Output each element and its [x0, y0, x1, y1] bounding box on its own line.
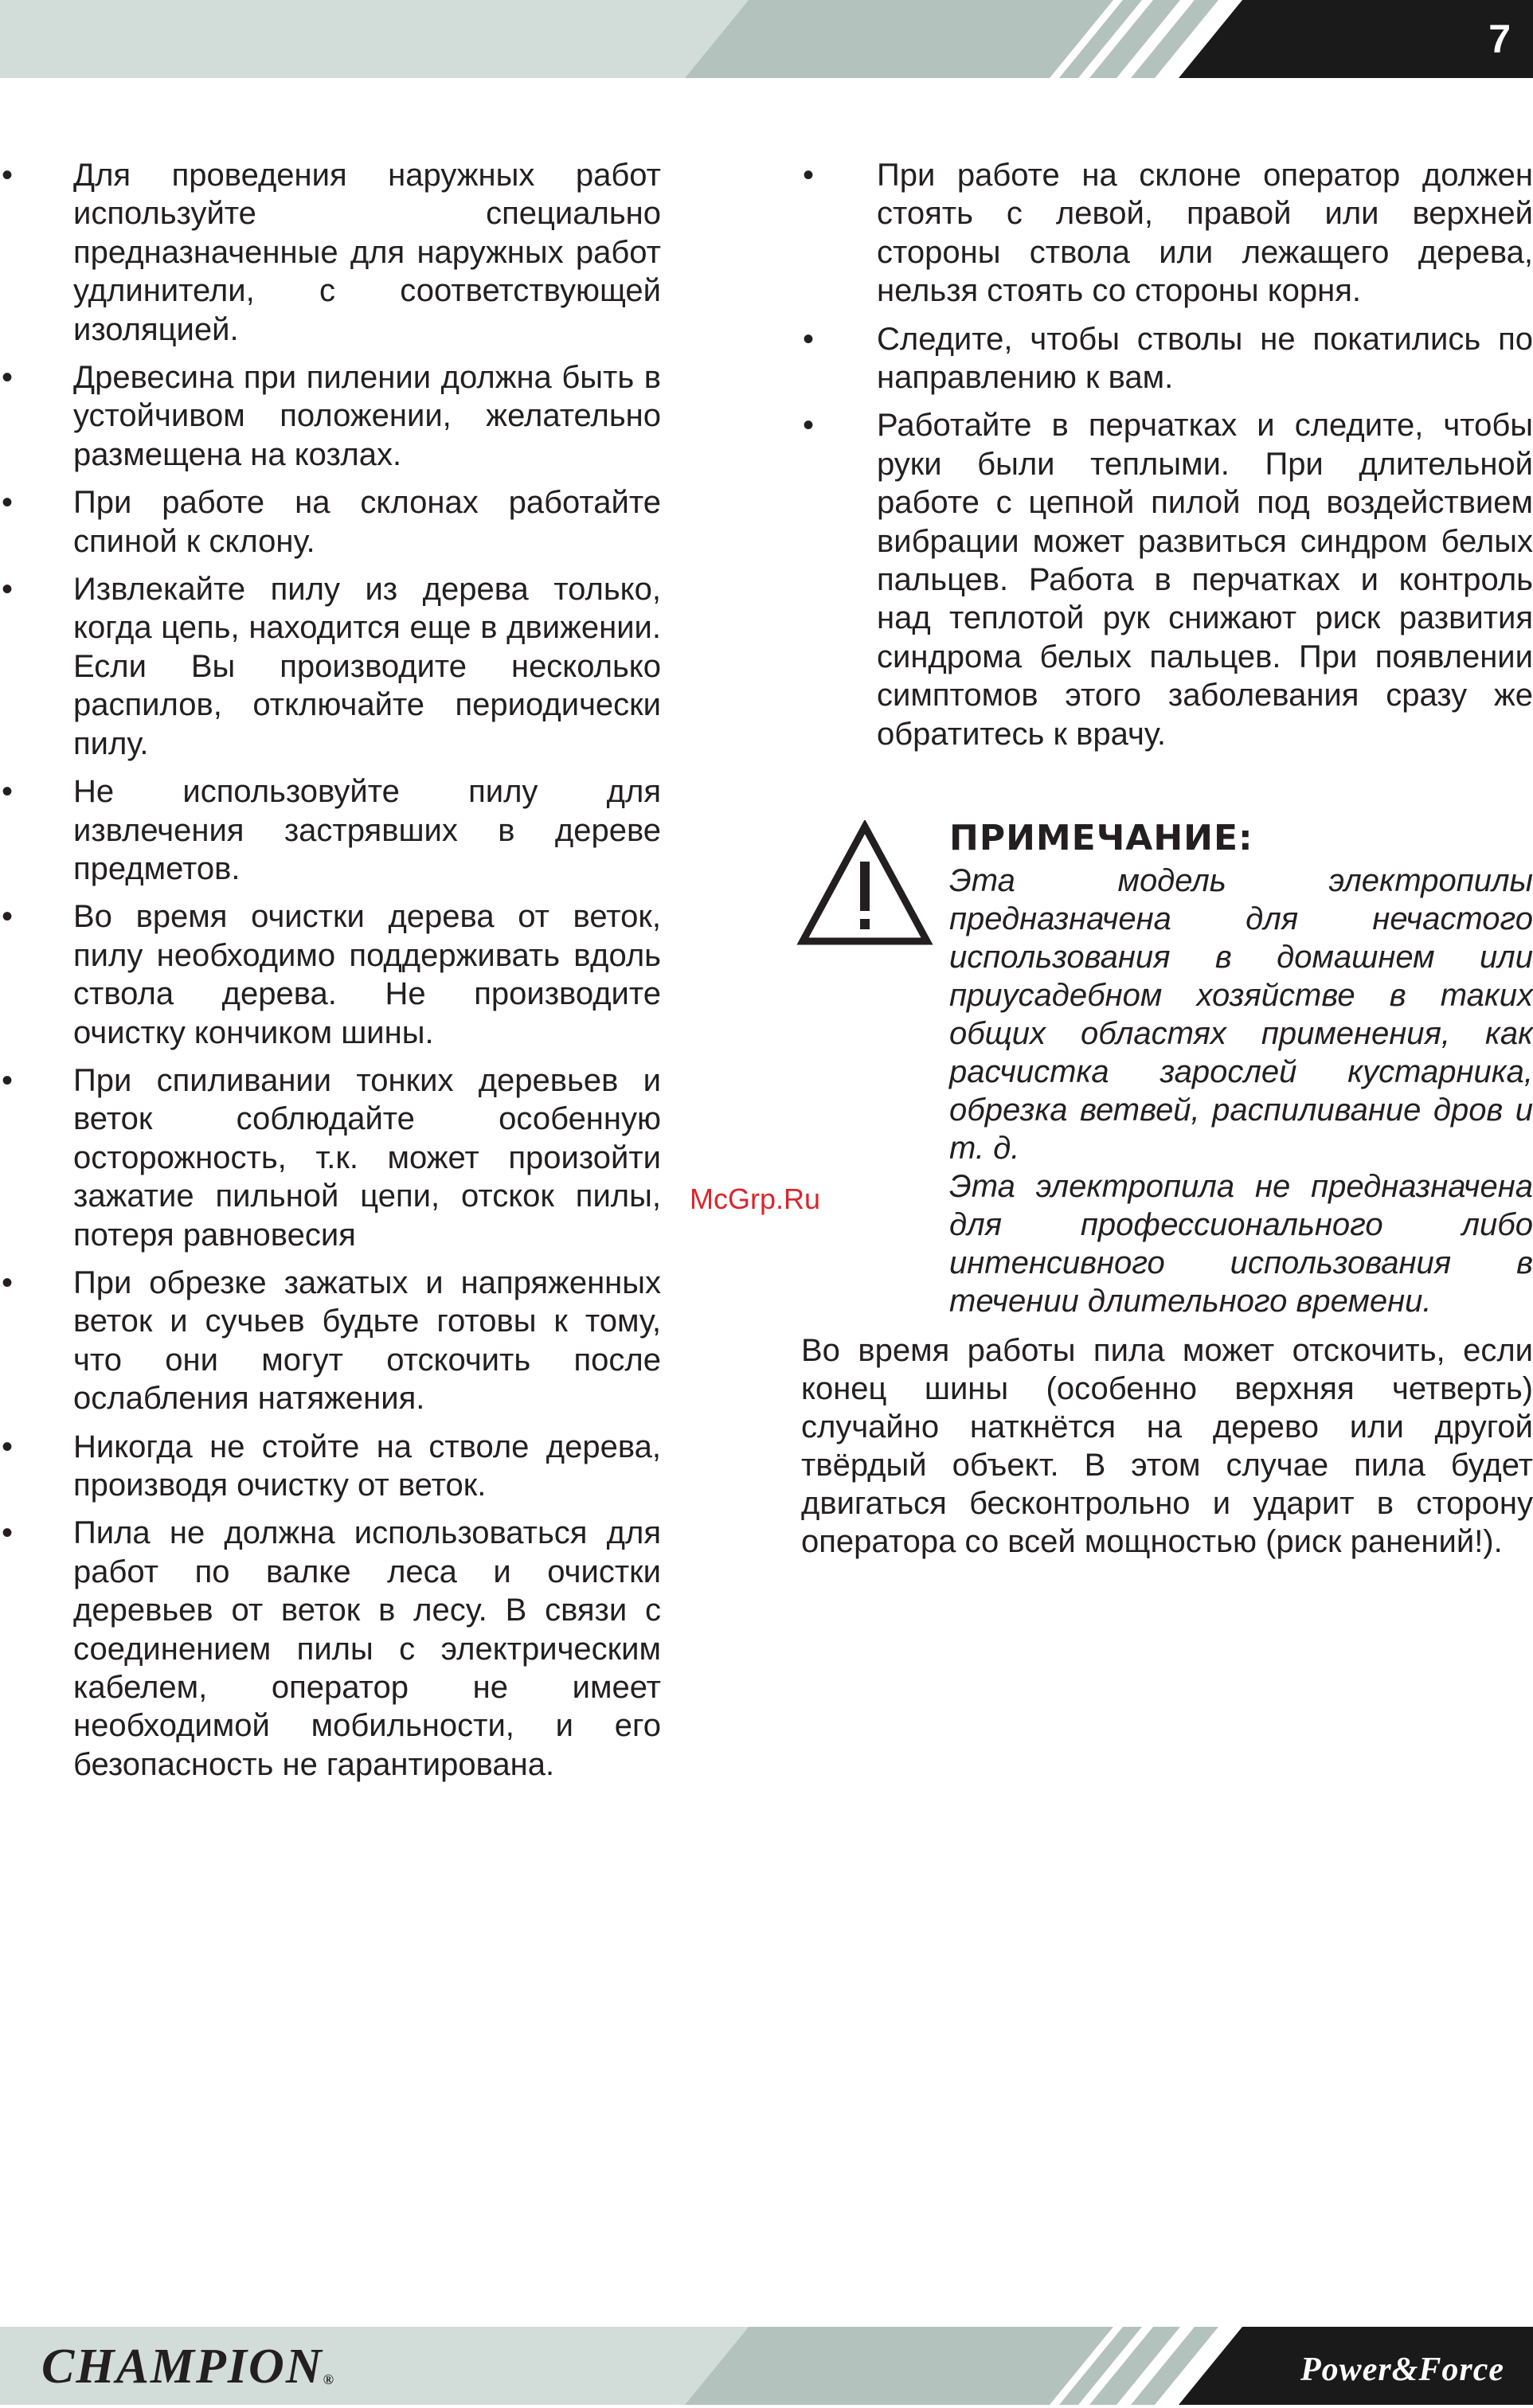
slogan: Power&Force [1300, 2351, 1504, 2388]
list-item: • При работе на склоне оператор должен стоять с левой, правой или верхней стороны ствола или лежащего дерева, нельзя стоять со стороны корня. [803, 158, 1533, 309]
bullet-icon: • [2, 1515, 14, 1551]
list-item: • Извлекайте пилу из дерева только, когда цепь, находится еще в движении. Если Вы производите несколько распилов, отключайте периодически пилу. [2, 572, 661, 761]
left-column [0, 156, 661, 1793]
right-column [801, 156, 1533, 763]
bullet-icon: • [2, 899, 14, 935]
registered-mark: ® [323, 2371, 336, 2387]
list-item: • Пила не должна использоваться для работ по валке леса и очистки деревьев от веток в лесу. В связи с соединением пилы с электрическим кабелем, оператор не имеет необходимой мобильности, и его безопасность не гарантирована. [2, 1515, 661, 1782]
list-item: • При обрезке зажатых и напряженных веток и сучьев будьте готовы к тому, что они могут отскочить после ослабления натяжения. [2, 1265, 661, 1417]
header-band [0, 0, 1533, 78]
note-title: ПРИМЕЧАНИЕ: [949, 818, 1253, 858]
list-item: • Никогда не стойте на стволе дерева, производя очистку от веток. [2, 1429, 661, 1503]
list-item: • Следите, чтобы стволы не покатились по направлению к вам. [803, 321, 1533, 396]
page-number: 7 [1488, 17, 1511, 61]
bullet-icon: • [803, 408, 815, 444]
kickback-paragraph: Во время работы пила может отскочить, если конец шины (особенно верхняя четверть) случайно наткнётся на дерево или другой твёрдый объект. В этом случае пила будет двигаться бесконтрольно и ударит в сторону оператора со всей мощностью (риск ранений!). [801, 1333, 1533, 1559]
note-box [796, 815, 1533, 1319]
bullet-icon: • [2, 485, 14, 521]
bullet-icon: • [2, 360, 14, 396]
list-item: • При спиливании тонких деревьев и веток соблюдайте особенную осторожность, т.к. может произойти зажатие пильной цепи, отскок пилы, потеря равновесия [2, 1062, 661, 1253]
warning-triangle-icon [796, 820, 933, 948]
list-item: • При работе на склонах работайте спиной к склону. [2, 485, 661, 559]
list-item: • Не использовуйте пилу для извлечения застрявших в дереве предметов. [2, 774, 661, 886]
list-item: • Работайте в перчатках и следите, чтобы руки были теплыми. При длительной работе с цепной пилой под воздействием вибрации может развиться синдром белых пальцев. Работа в перчатках и контроль над теплотой рук снижают риск развития синдрома белых пальцев. При появлении симптомов этого заболевания сразу же обратитесь к врачу. [803, 408, 1533, 752]
list-item: • Во время очистки дерева от веток, пилу необходимо поддерживать вдоль ствола дерева. Не производите очистку кончиком шины. [2, 899, 661, 1050]
right-bullet-list [801, 156, 1533, 753]
brand-logo: CHAMPION® [41, 2340, 336, 2394]
bullet-icon: • [803, 321, 815, 357]
left-bullet-list [0, 156, 661, 1784]
watermark: McGrp.Ru [690, 1182, 821, 1215]
bullet-icon: • [2, 1429, 14, 1464]
bullet-icon: • [2, 572, 14, 608]
bullet-icon: • [2, 1062, 14, 1098]
bullet-icon: • [2, 1265, 14, 1300]
note-paragraph: Эта электропила не предназначена для профессионального либо интенсивного использования в течении длительного времени. [949, 1169, 1533, 1319]
list-item: • Для проведения наружных работ используйте специально предназначенные для наружных работ удлинители, с соответствующей изоляцией. [2, 158, 661, 347]
list-item: • Древесина при пилении должна быть в устойчивом положении, желательно размещена на козлах. [2, 360, 661, 472]
bullet-icon: • [2, 158, 14, 193]
bullet-icon: • [803, 158, 815, 193]
header-stripes [0, 0, 1533, 78]
bullet-icon: • [2, 774, 14, 810]
note-paragraph: Эта модель электропилы предназначена для нечастого использования в домашнем или приусадебном хозяйстве в таких общих областях применения, как расчистка зарослей кустарника, обрезка ветвей, распиливание дров и т. д. [949, 863, 1533, 1166]
note-text [949, 815, 1533, 1320]
